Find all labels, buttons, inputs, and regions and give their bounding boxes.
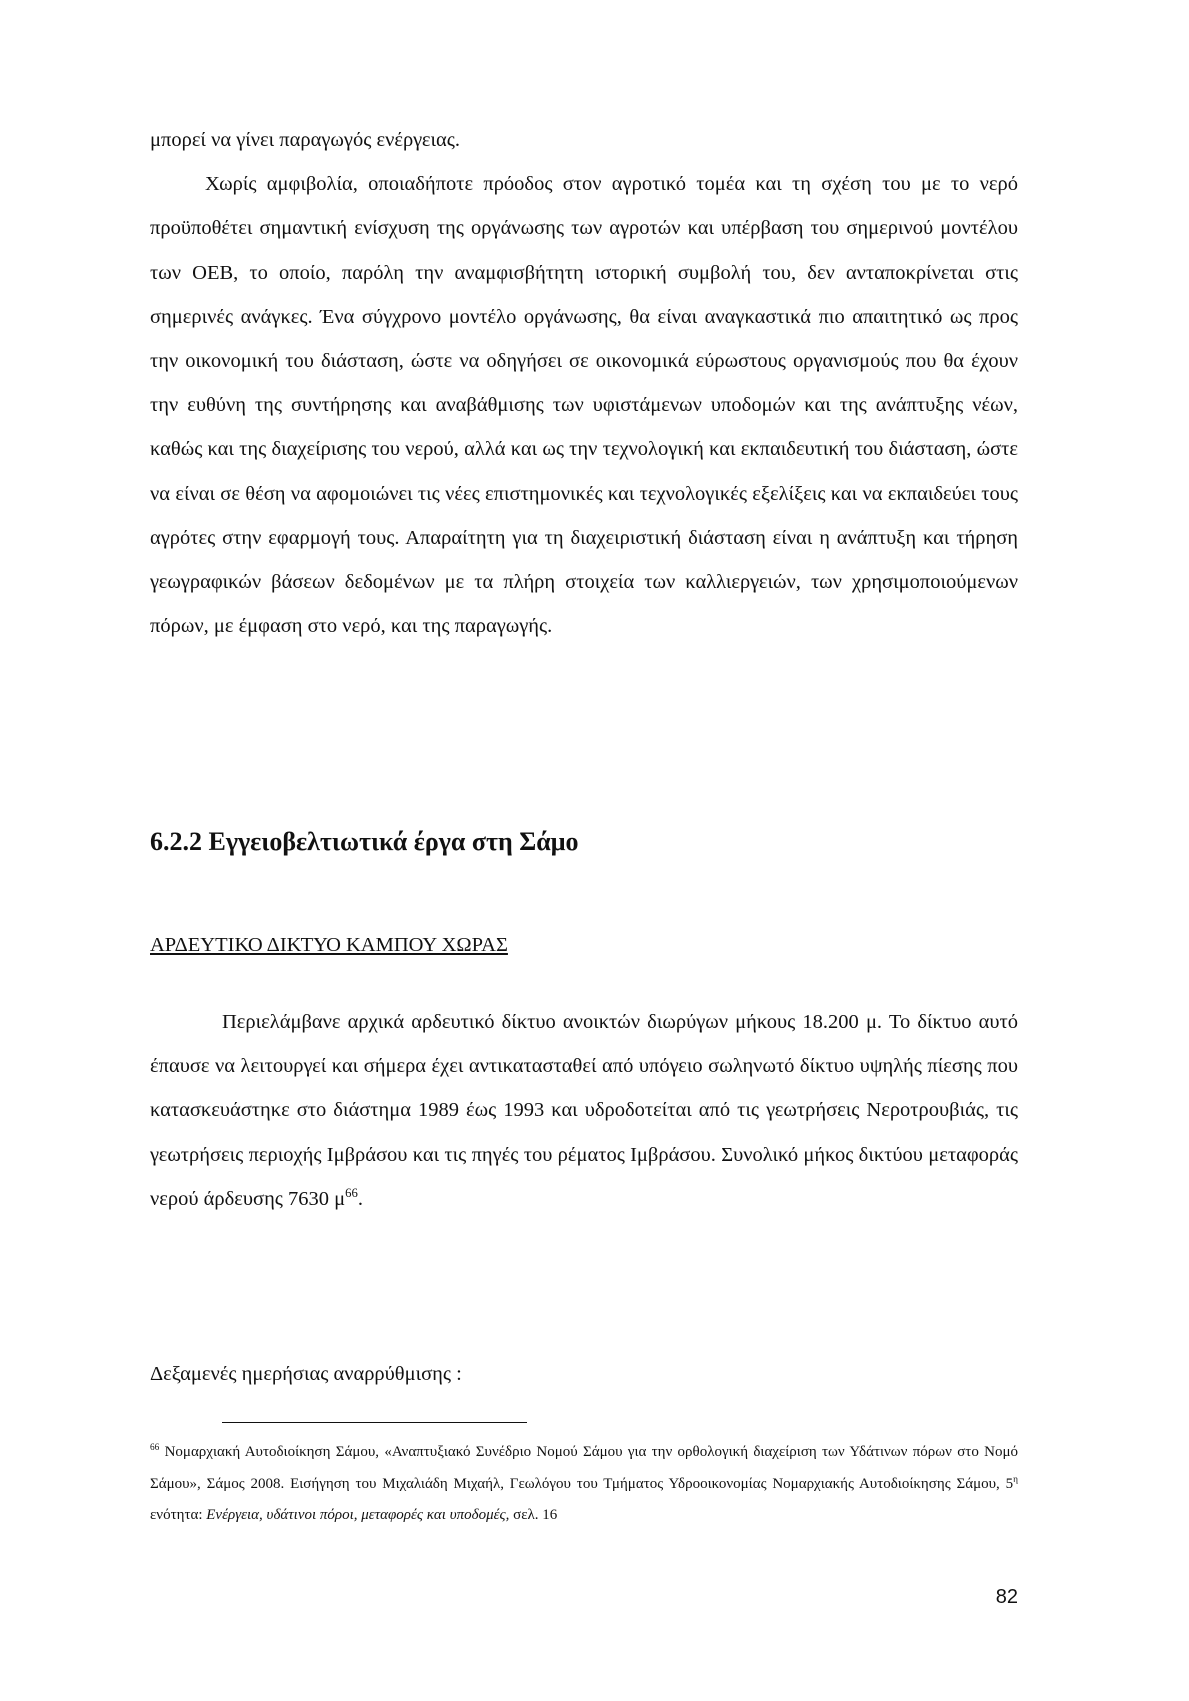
footnote-superscript: η [1013, 1474, 1018, 1485]
footnote-text-2: ενότητα: [150, 1507, 207, 1523]
footnote-italic-title: Ενέργεια, υδάτινοι πόροι, μεταφορές και υποδομές, [206, 1507, 510, 1523]
footnote [150, 1437, 1018, 1532]
paragraph-2-end: . [357, 1187, 363, 1210]
paragraph-2-body: Περιελάμβανε αρχικά αρδευτικό δίκτυο ανοικτών διωρύγων μήκους 18.200 μ. Το δίκτυο αυτό έπαυσε να λειτουργεί και σήμερα έχει αντικατασταθεί από υπόγειο σωληνωτό δίκτυο υψηλής πίεσης που κατασκευάστηκε στο διάστημα 1989 έως 1993 και υδροδοτείται από τις γεωτρήσεις Νεροτρουβιάς, τις γεωτρήσεις περιοχής Ιμβράσου και τις πηγές του ρέματος Ιμβράσου. Συνολικό μήκος δικτύου μεταφοράς νερού άρδευσης 7630 μ [150, 1011, 1018, 1210]
paragraph-2 [150, 1000, 1018, 1221]
footnote-number: 66 [150, 1443, 160, 1453]
page-number: 82 [995, 1586, 1018, 1608]
section-subheading: ΑΡΔΕΥΤΙΚΟ ΔΙΚΤΥΟ ΚΑΜΠΟΥ ΧΩΡΑΣ [150, 934, 508, 956]
paragraph-text: Χωρίς αμφιβολία, οποιαδήποτε πρόοδος στον αγροτικό τομέα και τη σχέση του με το νερό προϋποθέτει σημαντική ενίσχυση της οργάνωσης των αγροτών και υπέρβαση του σημερινού μοντέλου των ΟΕΒ, το οποίο, παρόλη την αναμφισβήτητη ιστορική συμβολή του, δεν ανταποκρίνεται στις σημερινές ανάγκες. Ένα σύγχρονο μοντέλο οργάνωσης, θα είναι αναγκαστικά πιο απαιτητικό ως προς την οικονομική του διάσταση, ώστε να οδηγήσει σε οικονομικά εύρωστους οργανισμούς που θα έχουν την ευθύνη της συντήρησης και αναβάθμισης των υφιστάμενων υποδομών και της ανάπτυξης νέων, καθώς και της διαχείρισης του νερού, αλλά και ως την τεχνολογική και εκπαιδευτική του διάσταση, ώστε να είναι σε θέση να αφομοιώνει τις νέες επιστημονικές και τεχνολογικές εξελίξεις και να εκπαιδεύει τους αγρότες στην εφαρμογή τους. Απαραίτητη για τη διαχειριστική διάσταση είναι η ανάπτυξη και τήρηση γεωγραφικών βάσεων δεδομένων με τα πλήρη στοιχεία των καλλιεργειών, των χρησιμοποιούμενων πόρων, με έμφαση στο νερό, και της παραγωγής. [150, 173, 1018, 638]
paragraph-continuation: μπορεί να γίνει παραγωγός ενέργειας. [150, 129, 460, 151]
reservoirs-subheading: Δεξαμενές ημερήσιας αναρρύθμισης : [150, 1363, 462, 1385]
paragraph-1 [150, 118, 1018, 648]
footnote-separator [222, 1422, 527, 1423]
paragraph-2-text [150, 1000, 1018, 1221]
footnote-reference[interactable]: 66 [345, 1185, 358, 1200]
footnote-text: Νομαρχιακή Αυτοδιοίκηση Σάμου, «Αναπτυξιακό Συνέδριο Νομού Σάμου για την ορθολογική διαχείριση των Υδάτινων πόρων στο Νομό Σάμου», Σάμος 2008. Εισήγηση του Μιχαλιάδη Μιχαήλ, Γεωλόγου του Τμήματος Υδροοικονομίας Νομαρχιακής Αυτοδιοίκησης Σάμου, 5 [150, 1444, 1018, 1492]
section-heading: 6.2.2 Εγγειοβελτιωτικά έργα στη Σάμο [150, 827, 579, 856]
footnote-text-3: σελ. 16 [509, 1507, 558, 1523]
footnote-body [150, 1444, 1018, 1523]
